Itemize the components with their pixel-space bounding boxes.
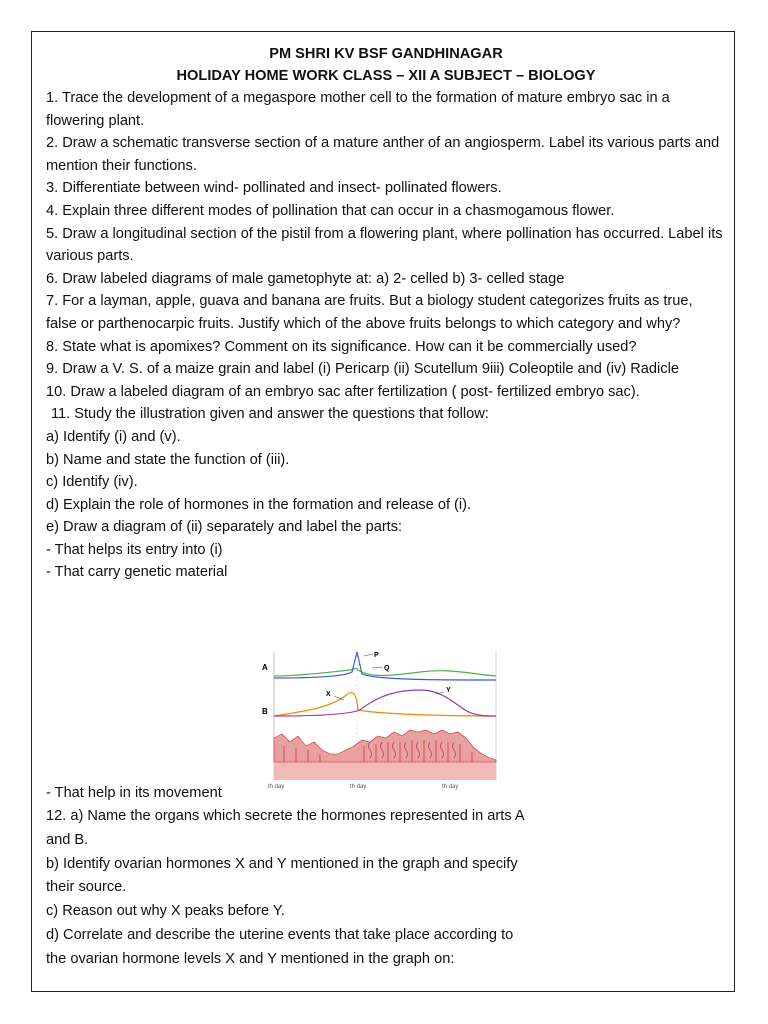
question-12-part-d-cont: the ovarian hormone levels X and Y mentioned in the graph on: bbox=[46, 950, 455, 967]
question-12-part-b-cont: their source. bbox=[46, 879, 127, 896]
question-11-bullet-2: - That carry genetic material bbox=[46, 564, 228, 581]
question-11-part-c: c) Identify (iv). bbox=[46, 474, 138, 491]
question-12-part-b: b) Identify ovarian hormones X and Y mentioned in the graph and specify bbox=[46, 855, 518, 872]
worksheet-content bbox=[46, 43, 726, 584]
axis-label-1: th day bbox=[268, 784, 285, 790]
label-p: P bbox=[374, 652, 379, 659]
label-b: B bbox=[262, 707, 268, 716]
school-name: PM SHRI KV BSF GANDHINAGAR bbox=[269, 46, 503, 62]
question-11-part-a: a) Identify (i) and (v). bbox=[46, 428, 181, 445]
label-q: Q bbox=[384, 665, 390, 672]
question-11-part-e: e) Draw a diagram of (ii) separately and label the parts: bbox=[46, 519, 403, 536]
question-12-part-a: 12. a) Name the organs which secrete the hormones represented in arts A bbox=[46, 808, 525, 824]
question-7: 7. For a layman, apple, guava and banana are fruits. But a biology student categorizes fruits as true, false or parthenocarpic fruits. Justify which of the above fruits belongs to which category and why? bbox=[46, 293, 693, 332]
question-8: 8. State what is apomixes? Comment on its significance. How can it be commercially used? bbox=[46, 338, 637, 355]
question-11-bullet-3: - That help in its movement bbox=[46, 785, 222, 801]
question-4: 4. Explain three different modes of pollination that can occur in a chasmogamous flower. bbox=[46, 202, 615, 219]
question-11-part-b: b) Name and state the function of (iii). bbox=[46, 451, 290, 468]
label-y: Y bbox=[446, 687, 451, 694]
question-6: 6. Draw labeled diagrams of male gametophyte at: a) 2- celled b) 3- celled stage bbox=[46, 270, 565, 287]
question-3: 3. Differentiate between wind- pollinated and insect- pollinated flowers. bbox=[46, 180, 502, 197]
question-10: 10. Draw a labeled diagram of an embryo sac after fertilization ( post- fertilized embryo sac). bbox=[46, 383, 640, 400]
axis-label-3: th day bbox=[442, 784, 459, 790]
question-5: 5. Draw a longitudinal section of the pistil from a flowering plant, where pollination has occurred. Label its various parts. bbox=[46, 225, 723, 265]
question-11-intro: 11. Study the illustration given and answer the questions that follow: bbox=[51, 406, 489, 423]
question-2: 2. Draw a schematic transverse section of a mature anther of an angiosperm. Label its various parts and mention their functions. bbox=[46, 135, 720, 174]
question-12-part-c: c) Reason out why X peaks before Y. bbox=[46, 903, 285, 920]
axis-label-2: th day bbox=[350, 784, 367, 790]
question-12 bbox=[46, 805, 646, 972]
menstrual-cycle-graph bbox=[260, 650, 500, 790]
label-a: A bbox=[262, 663, 268, 672]
question-9: 9. Draw a V. S. of a maize grain and label (i) Pericarp (ii) Scutellum 9iii) Coleoptile and (iv) Radicle bbox=[46, 361, 679, 378]
question-11-bullet-1: - That helps its entry into (i) bbox=[46, 541, 223, 558]
question-11-part-d: d) Explain the role of hormones in the formation and release of (i). bbox=[46, 496, 472, 513]
question-11-final bbox=[46, 782, 646, 805]
label-x: X bbox=[326, 691, 331, 698]
question-12-part-d: d) Correlate and describe the uterine events that take place according to bbox=[46, 926, 514, 943]
question-12-part-a-cont: and B. bbox=[46, 831, 89, 848]
homework-title: HOLIDAY HOME WORK CLASS – XII A SUBJECT – BIOLOGY bbox=[176, 68, 596, 84]
question-1: 1. Trace the development of a megaspore mother cell to the formation of mature embryo sac in a flowering plant. bbox=[46, 90, 670, 129]
